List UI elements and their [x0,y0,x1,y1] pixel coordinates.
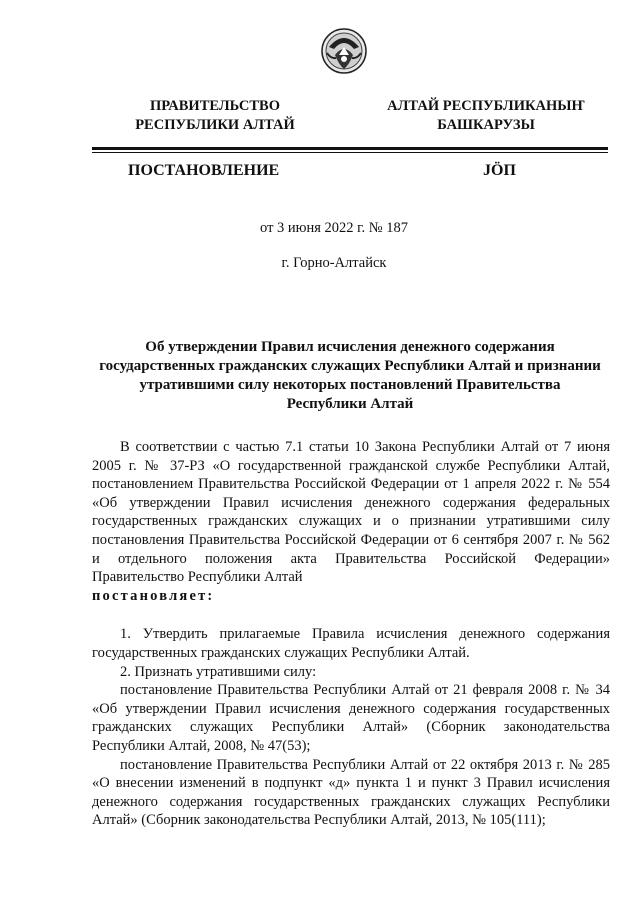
paragraph-gap [92,605,610,625]
org-left-line1: ПРАВИТЕЛЬСТВО [150,98,280,114]
decree-word: постановляет: [92,587,215,604]
document-body [92,438,610,830]
title-line: Республики Алтай [286,396,414,412]
org-left-line2: РЕСПУБЛИКИ АЛТАЙ [135,117,295,133]
preamble-paragraph [92,438,610,587]
organization-name-altai [376,97,596,135]
item-2a-paragraph: постановление Правительства Республики Алтай от 21 февраля 2008 г. № 34 «Об утверждении Правил исчисления денежного содержания государственных гражданских служащих Республики Алтай» (Сборник законодательства Республики Алтай, 2008, № 47(53); [92,682,610,754]
document-city: г. Горно-Алтайск [281,255,387,271]
item-1-paragraph: 1. Утвердить прилагаемые Правила исчисления денежного содержания государственных гражданских служащих Республики Алтай. [92,626,610,661]
title-line: Об утверждении Правил исчисления денежного содержания [145,339,555,355]
document-date-number: от 3 июня 2022 г. № 187 [260,220,408,236]
organization-name-russian [112,97,318,135]
document-type-altai: JÖП [483,162,516,179]
document-type-russian: ПОСТАНОВЛЕНИЕ [128,162,280,179]
title-line: государственных гражданских служащих Республики Алтай и признании [99,358,601,374]
item-2b-paragraph: постановление Правительства Республики Алтай от 22 октября 2013 г. № 285 «О внесении изменений в подпункт «д» пункта 1 и пункт 3 Правил исчисления денежного содержания государственных гражданских служащих Республики Алтай» (Сборник законодательства Республики Алтай, 2013, № 105(111); [92,756,610,829]
coat-of-arms-emblem [321,25,367,77]
title-line: утратившими силу некоторых постановлений Правительства [139,377,561,393]
decree-word-paragraph [92,587,610,606]
preamble-text: В соответствии с частью 7.1 статьи 10 Закона Республики Алтай от 7 июня 2005 г. № 37-РЗ «О государственной гражданской службе Республики Алтай, постановлением Правительства Российской Федерации от 1 апреля 2022 г. № 554 «Об утверждении Правил исчисления денежного содержания федеральных государственных гражданских служащих и о признании утратившими силу постановления Правительства Российской Федерации от 6 сентября 2007 г. № 562 и отдельного положения акта Правительства Российской Федерации» Правительство Республики Алтай [92,439,610,586]
header-divider-thick [92,147,608,150]
document-title [92,338,608,414]
item-2-paragraph: 2. Признать утратившими силу: [120,663,317,680]
org-right-line2: БАШКАРУЗЫ [437,117,535,133]
org-right-line1: АЛТАЙ РЕСПУБЛИКАНЫҤ [387,98,585,114]
header-divider-thin [92,152,608,153]
